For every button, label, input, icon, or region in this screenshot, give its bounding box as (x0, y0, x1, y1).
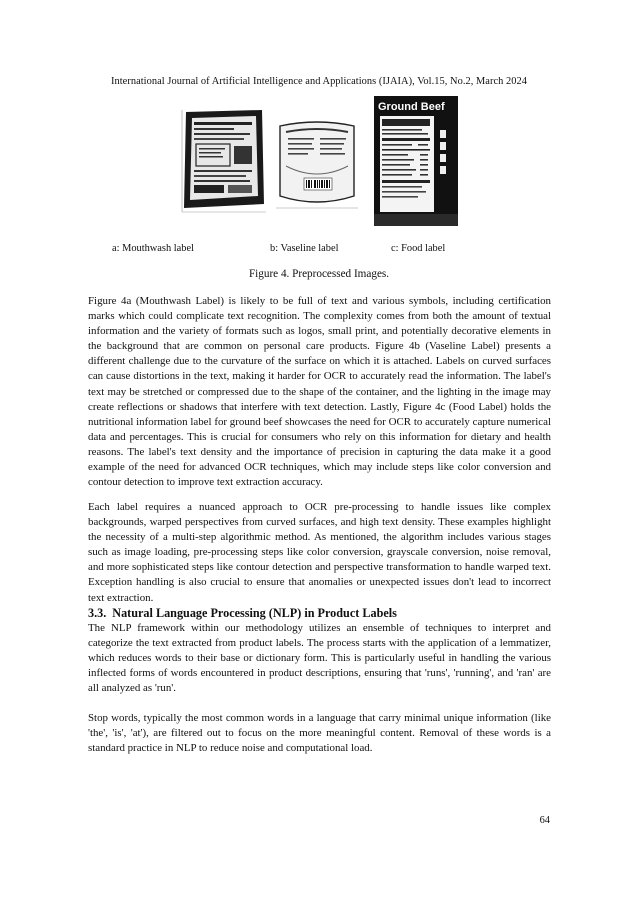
paragraph-4: Stop words, typically the most common words in a language that carry minimal unique information (like 'the', 'is', 'at'), are filtered out to focus on the more meaningful content. Removal of these words is a standard practice in NLP to reduce noise and computational load. (88, 712, 551, 755)
paragraph-1: Figure 4a (Mouthwash Label) is likely to be full of text and various symbols, including certification marks which could complicate text recognition. The complexity comes from both the amount of textual information and the variety of formats such as logos, small print, and potentially decorative elements in the background that are common on personal care products. Figure 4b (Vaseline Label) presents a different challenge due to the curvature of the surface on which it is attached. Labels on curved surfaces can cause distortions in the text, making it harder for OCR to accurately read the information. The label's text may be stretched or compressed due to the shape of the container, and the lighting in the image may create reflections or shadows that interfere with text detection. Lastly, Figure 4c (Food Label) holds the nutritional information label for ground beef showcases the need for OCR to accurately capture numerical data and percentages. This is crucial for consumers who rely on this information for dietary and health reasons. The label's text density and the importance of precision in capturing the data make it a good example of the need for advanced OCR techniques, which may include steps like color conversion and contour detection to improve text extraction accuracy. (88, 295, 551, 489)
figure-4 (178, 96, 458, 232)
vaseline-label-image (274, 112, 360, 212)
figure-caption: Figure 4. Preprocessed Images. (248, 268, 390, 280)
paragraph-3: The NLP framework within our methodology utilizes an ensemble of techniques to interpret and categorize the text extracted from product labels. The process starts with the application of a lemmatizer, which reduces words to their base or dictionary form. This is particularly useful in handling the various inflected forms of words encountered in product descriptions, ensuring that 'runs', 'running', and 'ran' are all analyzed as 'run'. (88, 622, 551, 695)
section-number: 3.3. (88, 606, 107, 620)
page-number: 64 (539, 815, 550, 826)
caption-a: a: Mouthwash label (112, 243, 194, 254)
food-label-brand-text: Ground Beef (378, 101, 445, 113)
food-label-image (374, 96, 458, 226)
paragraph-2: Each label requires a nuanced approach to OCR pre-processing to handle issues like complex backgrounds, warped perspectives from curved surfaces, and high text density. These examples highlight the necessity of a multi-step algorithmic method. As mentioned, the algorithm includes various stages such as image loading, pre-processing steps like color conversion, grayscale conversion, noise removal, and more sophisticated steps like contour detection and perspective transformation to handle warped text. Exception handling is also crucial to ensure that anomalies or unexpected issues don't lead to incorrect text extraction. (88, 501, 551, 604)
section-title: Natural Language Processing (NLP) in Product Labels (112, 606, 397, 620)
figure-subcaptions (0, 243, 638, 257)
journal-header: International Journal of Artificial Intelligence and Applications (IJAIA), Vol.15, No.2, March 2024 (110, 76, 528, 87)
caption-c: c: Food label (391, 243, 446, 254)
section-heading (88, 606, 551, 621)
caption-b: b: Vaseline label (270, 243, 339, 254)
mouthwash-label-image (178, 108, 268, 216)
